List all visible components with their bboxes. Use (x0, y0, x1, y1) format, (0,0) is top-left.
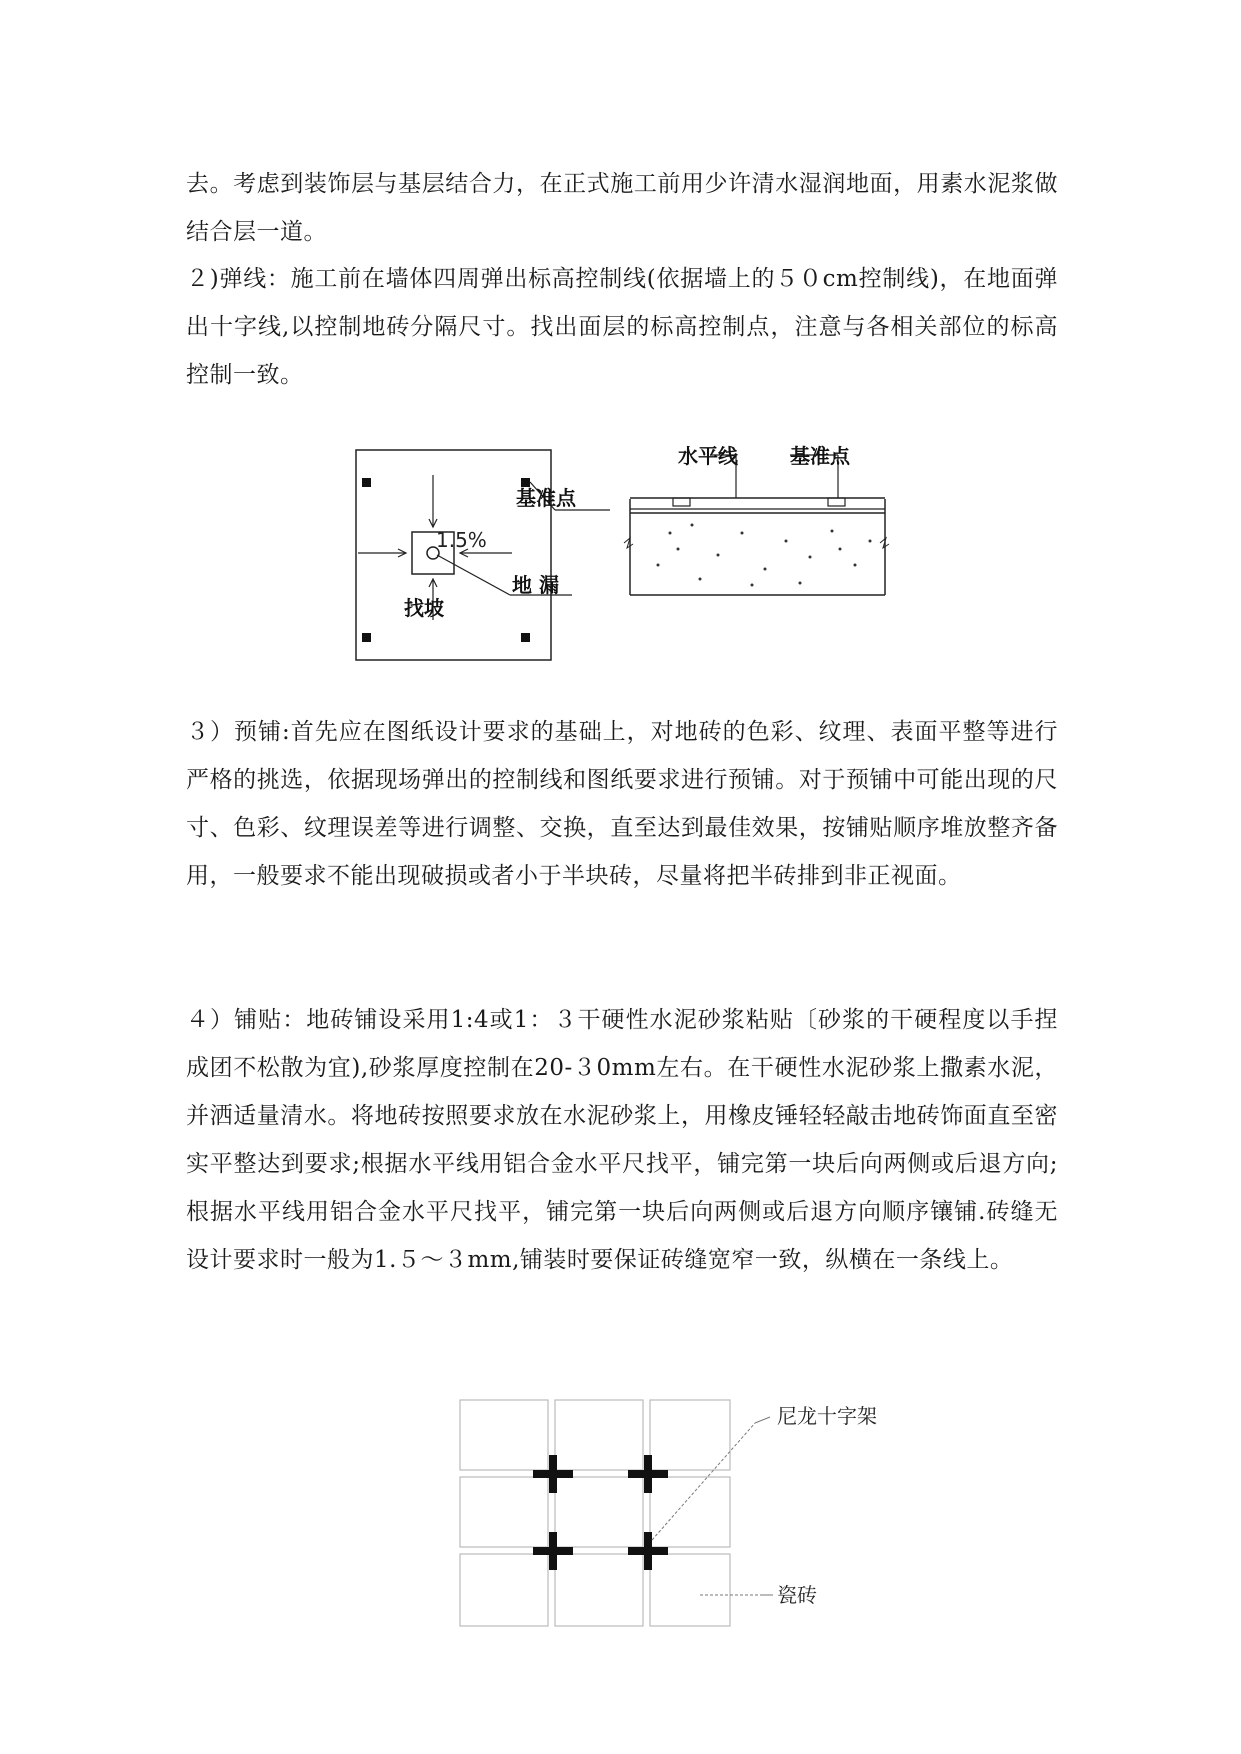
label-find-slope: 找坡 (404, 596, 444, 620)
label-nylon-cross: 尼龙十字架 (777, 1404, 877, 1428)
label-slope: 1.5% (436, 528, 487, 552)
label-floor-drain: 地 漏 (512, 573, 559, 597)
datum-marker (362, 633, 371, 642)
figure-layout-diagram (340, 445, 1000, 670)
drain-leader (437, 555, 510, 595)
label-datum-point-section: 基准点 (790, 445, 850, 469)
paragraph-tiling: ４）铺贴：地砖铺设采用1:4或1：３干硬性水泥砂浆粘贴〔砂浆的干硬程度以手捏成团不松散为宜),砂浆厚度控制在20-３0mm左右。在干硬性水泥砂浆上撒素水泥，并洒适量清水。将地砖按照要求放在水泥砂浆上，用橡皮锤轻轻敲击地砖饰面直至密实平整达到要求;根据水平线用铝合金水平尺找平，铺完第一块后向两侧或后退方向;根据水平线用铝合金水平尺找平，铺完第一块后向两侧或后退方向顺序镶铺.砖缝无设计要求时一般为1.５～３mm,铺装时要保证砖缝宽窄一致，纵横在一条线上。 (186, 1007, 1058, 1273)
datum-marker (521, 633, 530, 642)
paragraph-line-marking: ２)弹线：施工前在墙体四周弹出标高控制线(依据墙上的５０cm控制线)，在地面弹出十字线,以控制地砖分隔尺寸。找出面层的标高控制点，注意与各相关部位的标高控制一致。 (186, 266, 1058, 388)
plan-view (356, 450, 610, 660)
datum-block (828, 498, 845, 506)
concrete-aggregate (657, 524, 872, 587)
section-view (624, 455, 889, 595)
label-level-line: 水平线 (678, 445, 738, 469)
tile-grid (460, 1400, 730, 1626)
datum-block (673, 498, 690, 506)
figure-tile-spacer-diagram (455, 1395, 935, 1635)
paragraph-pre-lay: ３）预铺:首先应在图纸设计要求的基础上，对地砖的色彩、纹理、表面平整等进行严格的挑选，依据现场弹出的控制线和图纸要求进行预铺。对于预铺中可能出现的尺寸、色彩、纹理误差等进行调整、交换，直至达到最佳效果，按铺贴顺序堆放整齐备用，一般要求不能出现破损或者小于半块砖，尽量将把半砖排到非正视面。 (186, 719, 1058, 889)
cross-leader (652, 1423, 755, 1540)
label-datum-point: 基准点 (516, 486, 576, 510)
datum-marker (362, 478, 371, 487)
label-tile: 瓷砖 (777, 1583, 817, 1607)
nylon-crosses (533, 1455, 668, 1570)
paragraph-base-prep: 去。考虑到装饰层与基层结合力，在正式施工前用少许清水湿润地面，用素水泥浆做结合层一道。 (186, 171, 1058, 245)
